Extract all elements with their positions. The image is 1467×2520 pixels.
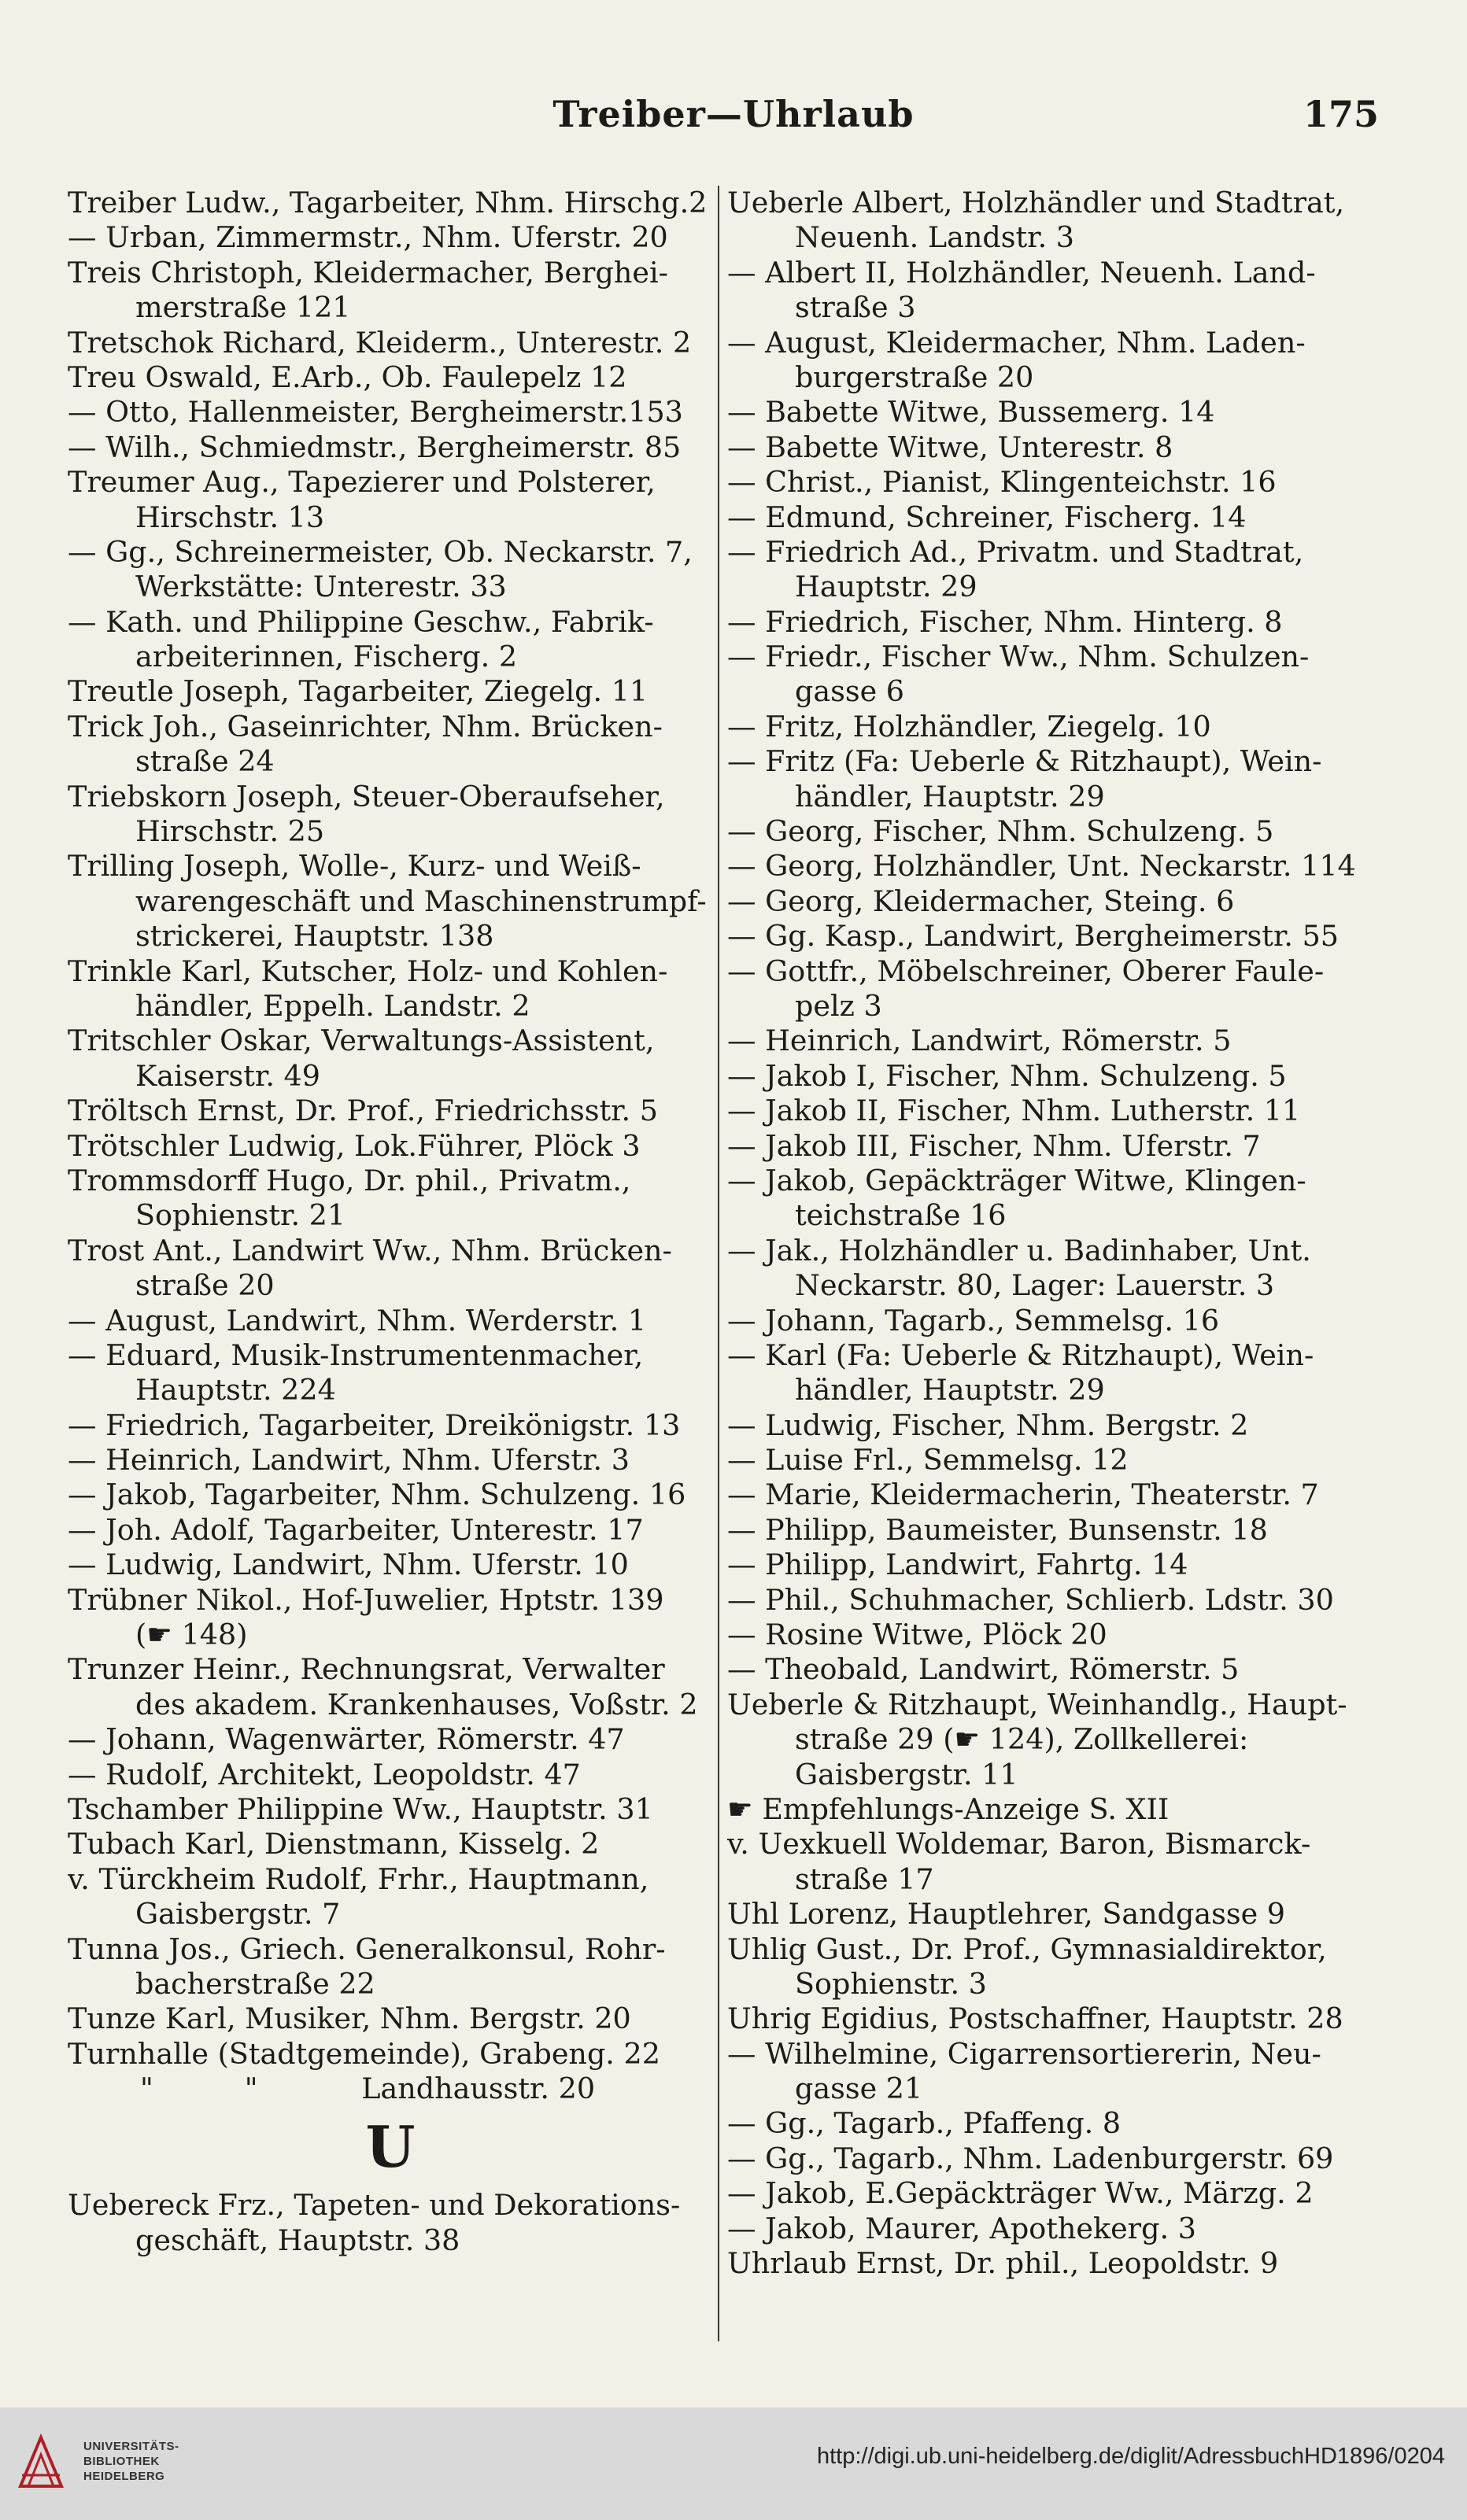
- entry-continuation-line: warengeschäft und Maschinenstrumpf-: [135, 884, 707, 918]
- entry-continuation-line: Neuenh. Landstr. 3: [795, 220, 1075, 255]
- directory-entry: [68, 1024, 713, 1094]
- left-column: [68, 186, 713, 2258]
- entry-line: Tunze Karl, Musiker, Nhm. Bergstr. 20: [68, 2002, 631, 2036]
- directory-entry: [727, 919, 1380, 954]
- entry-line: — Joh. Adolf, Tagarbeiter, Unterestr. 17: [68, 1512, 644, 1547]
- entry-line: — Gottfr., Möbelschreiner, Oberer Faule-: [727, 954, 1325, 988]
- entry-line: — Jak., Holzhändler u. Badinhaber, Unt.: [727, 1233, 1311, 1267]
- entry-continuation-line: (☛ 148): [135, 1618, 248, 1652]
- directory-entry: [68, 1862, 713, 1932]
- entry-line: Turnhalle (Stadtgemeinde), Grabeng. 22: [68, 2036, 660, 2071]
- entry-line: Trommsdorff Hugo, Dr. phil., Privatm.,: [68, 1163, 631, 1197]
- entry-line: Tubach Karl, Dienstmann, Kisselg. 2: [68, 1827, 600, 1861]
- directory-entry: [68, 360, 713, 395]
- directory-entry: [68, 465, 713, 535]
- entry-line: — Ludwig, Fischer, Nhm. Bergstr. 2: [727, 1408, 1249, 1442]
- directory-entry: [727, 1618, 1380, 1652]
- directory-entry: [68, 1338, 713, 1408]
- directory-entry: [68, 535, 713, 605]
- directory-entry: [68, 326, 713, 360]
- directory-entry: [68, 1722, 713, 1757]
- entry-continuation-line: Hauptstr. 29: [795, 570, 977, 604]
- directory-entry: [68, 1443, 713, 1478]
- entry-line: — Jakob, Maurer, Apothekerg. 3: [727, 2211, 1196, 2245]
- entry-line: — Eduard, Musik-Instrumentenmacher,: [68, 1337, 644, 1372]
- entry-line: Tunna Jos., Griech. Generalkonsul, Rohr-: [68, 1932, 666, 1966]
- directory-entry: [68, 2002, 713, 2036]
- directory-entry: [727, 1024, 1380, 1058]
- directory-entry: [727, 1408, 1380, 1443]
- directory-entry: [727, 814, 1380, 849]
- directory-entry: [727, 954, 1380, 1024]
- directory-entry: [727, 1129, 1380, 1164]
- entry-continuation-line: merstraße 121: [135, 290, 351, 325]
- directory-entry: [727, 640, 1380, 710]
- entry-line: Uhlig Gust., Dr. Prof., Gymnasialdirektor,: [727, 1932, 1327, 1966]
- directory-entry: [68, 1129, 713, 1164]
- entry-line: — Johann, Wagenwärter, Römerstr. 47: [68, 1722, 625, 1757]
- directory-entry: [727, 395, 1380, 430]
- right-entry-list: [727, 186, 1380, 2281]
- directory-entry: [68, 1932, 713, 2002]
- entry-continuation-line: Hauptstr. 224: [135, 1373, 336, 1408]
- entry-line: Treumer Aug., Tapezierer und Polsterer,: [68, 465, 656, 500]
- entry-continuation-line: händler, Hauptstr. 29: [795, 1373, 1105, 1408]
- entry-line: Tritschler Oskar, Verwaltungs-Assistent,: [68, 1024, 655, 1058]
- entry-line: Uhrlaub Ernst, Dr. phil., Leopoldstr. 9: [727, 2246, 1279, 2281]
- directory-entry: [68, 849, 713, 954]
- entry-line: — Friedr., Fischer Ww., Nhm. Schulzen-: [727, 640, 1310, 674]
- entry-line: — Kath. und Philippine Geschw., Fabrik-: [68, 604, 654, 639]
- entry-line: — Johann, Tagarb., Semmelsg. 16: [727, 1303, 1220, 1337]
- entry-line: Treis Christoph, Kleidermacher, Berghei-: [68, 255, 668, 290]
- directory-entry: [68, 1164, 713, 1234]
- entry-line: — Georg, Kleidermacher, Steing. 6: [727, 884, 1235, 918]
- entry-line: — Ludwig, Landwirt, Nhm. Uferstr. 10: [68, 1548, 629, 1582]
- entry-line: — Philipp, Landwirt, Fahrtg. 14: [727, 1548, 1188, 1582]
- entry-line: Treiber Ludw., Tagarbeiter, Nhm. Hirschg.2: [68, 186, 708, 220]
- entry-continuation-line: geschäft, Hauptstr. 38: [135, 2223, 460, 2257]
- directory-entry: [68, 1478, 713, 1512]
- directory-entry: [68, 1548, 713, 1582]
- entry-line: — Gg. Kasp., Landwirt, Bergheimerstr. 55: [727, 919, 1340, 954]
- entry-line: Trinkle Karl, Kutscher, Holz- und Kohlen-: [68, 954, 668, 988]
- directory-entry: [68, 1583, 713, 1653]
- directory-entry: [68, 710, 713, 780]
- directory-entry: [68, 1827, 713, 1861]
- entry-line: Trick Joh., Gaseinrichter, Nhm. Brücken-: [68, 709, 663, 743]
- library-name-line: HEIDELBERG: [83, 2470, 165, 2483]
- directory-entry: [727, 1513, 1380, 1548]
- running-title: Treiber—Uhrlaub: [552, 93, 915, 135]
- entry-continuation-line: straße 3: [795, 290, 916, 325]
- footer-bar: [0, 2407, 1467, 2520]
- entry-line: Uebereck Frz., Tapeten- und Dekorations-: [68, 2188, 681, 2223]
- directory-entry: [727, 2106, 1380, 2141]
- directory-entry: [68, 1408, 713, 1443]
- entry-line: — Wilhelmine, Cigarrensortiererin, Neu-: [727, 2036, 1321, 2071]
- directory-entry: [727, 1094, 1380, 1128]
- entry-continuation-line: teichstraße 16: [795, 1198, 1007, 1233]
- directory-entry: [68, 430, 713, 465]
- directory-entry: [727, 1234, 1380, 1304]
- directory-entry: [68, 674, 713, 709]
- entry-line: Ueberle & Ritzhaupt, Weinhandlg., Haupt-: [727, 1687, 1347, 1721]
- entry-continuation-line: straße 29 (☛ 124), Zollkellerei:: [795, 1722, 1249, 1757]
- entry-line: — Babette Witwe, Unterestr. 8: [727, 430, 1173, 464]
- entry-line: — Heinrich, Landwirt, Nhm. Uferstr. 3: [68, 1443, 630, 1478]
- library-name-line: BIBLIOTHEK: [83, 2455, 160, 2468]
- entry-line: — Georg, Fischer, Nhm. Schulzeng. 5: [727, 814, 1274, 849]
- entry-line: Trilling Joseph, Wolle-, Kurz- und Weiß-: [68, 849, 641, 884]
- directory-entry: [727, 2002, 1380, 2036]
- entry-continuation-line: straße 20: [135, 1268, 275, 1303]
- entry-line: — Marie, Kleidermacherin, Theaterstr. 7: [727, 1478, 1319, 1512]
- entry-continuation-line: straße 17: [795, 1861, 934, 1896]
- directory-entry: [727, 1304, 1380, 1338]
- entry-line: — Albert II, Holzhändler, Neuenh. Land-: [727, 255, 1316, 290]
- library-name-line: UNIVERSITÄTS-: [83, 2440, 179, 2453]
- entry-continuation-line: straße 24: [135, 744, 275, 779]
- directory-entry: [68, 605, 713, 675]
- directory-entry: [727, 1478, 1380, 1512]
- page-number: 175: [1303, 93, 1379, 135]
- directory-entry: [727, 2142, 1380, 2176]
- entry-continuation-line: arbeiterinnen, Fischerg. 2: [135, 640, 518, 674]
- entry-line: — August, Kleidermacher, Nhm. Laden-: [727, 325, 1306, 360]
- entry-line: — Fritz, Holzhändler, Ziegelg. 10: [727, 709, 1211, 743]
- directory-entry: [68, 1758, 713, 1792]
- entry-line: — Friedrich, Fischer, Nhm. Hinterg. 8: [727, 604, 1283, 639]
- directory-entry: [727, 2176, 1380, 2211]
- source-url-link[interactable]: http://digi.ub.uni-heidelberg.de/diglit/AdressbuchHD1896/0204: [816, 2444, 1445, 2469]
- entry-continuation-line: Hirschstr. 13: [135, 500, 325, 534]
- entry-line: — Jakob II, Fischer, Nhm. Lutherstr. 11: [727, 1094, 1301, 1128]
- entry-line: — Gg., Schreinermeister, Ob. Neckarstr. 7,: [68, 534, 693, 569]
- left-after-letter-list: [68, 2188, 713, 2258]
- directory-entry: [727, 884, 1380, 919]
- entry-line: Treu Oswald, E.Arb., Ob. Faulepelz 12: [68, 360, 627, 394]
- entry-continuation-line: pelz 3: [795, 988, 882, 1023]
- entry-continuation-line: burgerstraße 20: [795, 360, 1034, 394]
- entry-continuation-line: Sophienstr. 21: [135, 1198, 346, 1233]
- entry-line: — Jakob, Gepäckträger Witwe, Klingen-: [727, 1163, 1306, 1197]
- entry-line: — Rudolf, Architekt, Leopoldstr. 47: [68, 1757, 581, 1791]
- entry-continuation-line: Gaisbergstr. 7: [135, 1897, 341, 1932]
- entry-line: — Georg, Holzhändler, Unt. Neckarstr. 114: [727, 849, 1356, 884]
- directory-entry: [727, 1164, 1380, 1234]
- entry-line: — Rosine Witwe, Plöck 20: [727, 1618, 1107, 1652]
- entry-line: ☛ Empfehlungs-Anzeige S. XII: [727, 1791, 1170, 1826]
- directory-entry: [727, 2246, 1380, 2281]
- entry-line: — Heinrich, Landwirt, Römerstr. 5: [727, 1024, 1232, 1058]
- entry-line: Tschamber Philippine Ww., Hauptstr. 31: [68, 1791, 653, 1826]
- entry-continuation-line: Kaiserstr. 49: [135, 1058, 320, 1093]
- directory-entry: [727, 1652, 1380, 1687]
- entry-line: — Jakob III, Fischer, Nhm. Uferstr. 7: [727, 1128, 1261, 1163]
- directory-entry: [68, 1792, 713, 1827]
- entry-line: — Otto, Hallenmeister, Bergheimerstr.153: [68, 395, 683, 430]
- entry-continuation-line: gasse 21: [795, 2072, 923, 2106]
- library-logo-icon: [14, 2431, 68, 2494]
- entry-line: — Babette Witwe, Bussemerg. 14: [727, 395, 1215, 430]
- directory-entry: [727, 1338, 1380, 1408]
- entry-line: — Fritz (Fa: Ueberle & Ritzhaupt), Wein-: [727, 744, 1322, 779]
- directory-entry: [68, 1513, 713, 1548]
- entry-continuation-line: Neckarstr. 80, Lager: Lauerstr. 3: [795, 1268, 1275, 1303]
- directory-entry: [727, 849, 1380, 884]
- directory-entry: [727, 710, 1380, 744]
- entry-line: — Jakob, Tagarbeiter, Nhm. Schulzeng. 16: [68, 1478, 686, 1512]
- directory-entry: [727, 605, 1380, 640]
- directory-entry: [727, 326, 1380, 396]
- directory-entry: [727, 256, 1380, 326]
- directory-entry: [68, 1304, 713, 1338]
- entry-line: Trost Ant., Landwirt Ww., Nhm. Brücken-: [68, 1233, 672, 1267]
- directory-entry: [727, 744, 1380, 814]
- entry-continuation-line: händler, Eppelh. Landstr. 2: [135, 988, 530, 1023]
- directory-entry: [727, 1827, 1380, 1897]
- entry-line: Tröltsch Ernst, Dr. Prof., Friedrichsstr. 5: [68, 1094, 658, 1128]
- directory-entry: [727, 1443, 1380, 1478]
- entry-line: — Phil., Schuhmacher, Schlierb. Ldstr. 30: [727, 1582, 1334, 1617]
- entry-line: Trunzer Heinr., Rechnungsrat, Verwalter: [68, 1652, 665, 1687]
- directory-entry: [727, 2037, 1380, 2107]
- entry-continuation-line: gasse 6: [795, 674, 905, 709]
- entry-line: — Wilh., Schmiedmstr., Bergheimerstr. 85: [68, 430, 682, 464]
- entry-continuation-line: Hirschstr. 25: [135, 814, 325, 849]
- entry-line: — August, Landwirt, Nhm. Werderstr. 1: [68, 1303, 647, 1337]
- directory-entry: [727, 2212, 1380, 2246]
- ditto-line: [68, 2072, 713, 2106]
- directory-entry: [727, 1897, 1380, 1932]
- entry-line: — Karl (Fa: Ueberle & Ritzhaupt), Wein-: [727, 1337, 1314, 1372]
- entry-line: — Philipp, Baumeister, Bunsenstr. 18: [727, 1512, 1268, 1547]
- entry-continuation-line: des akadem. Krankenhauses, Voßstr. 2: [135, 1687, 698, 1721]
- entry-line: — Edmund, Schreiner, Fischerg. 14: [727, 500, 1247, 534]
- entry-line: — Christ., Pianist, Klingenteichstr. 16: [727, 465, 1277, 500]
- directory-entry: [727, 1688, 1380, 1792]
- entry-continuation-line: händler, Hauptstr. 29: [795, 779, 1105, 814]
- directory-entry: [727, 1932, 1380, 2002]
- column-divider: [718, 186, 719, 2341]
- entry-line: Trötschler Ludwig, Lok.Führer, Plöck 3: [68, 1128, 641, 1163]
- ditto-text: Landhausstr. 20: [361, 2072, 596, 2106]
- directory-entry: [68, 1234, 713, 1304]
- directory-entry: [727, 535, 1380, 605]
- entry-line: Uhrig Egidius, Postschaffner, Hauptstr. 28: [727, 2002, 1343, 2036]
- directory-entry: [68, 1652, 713, 1722]
- left-entry-list: [68, 186, 713, 2072]
- ditto-marks: " ": [140, 2072, 258, 2106]
- directory-entry: [727, 430, 1380, 465]
- entry-line: — Urban, Zimmermstr., Nhm. Uferstr. 20: [68, 220, 668, 255]
- entry-line: — Gg., Tagarb., Nhm. Ladenburgerstr. 69: [727, 2141, 1334, 2175]
- directory-entry: [68, 2037, 713, 2072]
- directory-entry: [727, 1548, 1380, 1582]
- entry-line: Uhl Lorenz, Hauptlehrer, Sandgasse 9: [727, 1897, 1286, 1932]
- directory-entry: [68, 395, 713, 430]
- entry-line: Triebskorn Joseph, Steuer-Oberaufseher,: [68, 779, 665, 814]
- entry-line: Treutle Joseph, Tagarbeiter, Ziegelg. 11: [68, 674, 649, 709]
- directory-entry: [68, 220, 713, 255]
- entry-continuation-line: strickerei, Hauptstr. 138: [135, 919, 494, 954]
- directory-entry: [68, 2188, 713, 2258]
- directory-entry: [68, 780, 713, 850]
- section-letter: U: [365, 2113, 416, 2181]
- directory-entry: [68, 186, 713, 220]
- directory-entry: [727, 186, 1380, 256]
- directory-entry: [68, 954, 713, 1024]
- entry-line: — Jakob I, Fischer, Nhm. Schulzeng. 5: [727, 1058, 1287, 1093]
- directory-entry: [727, 465, 1380, 500]
- entry-line: Trübner Nikol., Hof-Juwelier, Hptstr. 139: [68, 1582, 664, 1617]
- entry-line: v. Türckheim Rudolf, Frhr., Hauptmann,: [68, 1861, 649, 1896]
- entry-continuation-line: Gaisbergstr. 11: [795, 1757, 1018, 1791]
- entry-continuation-line: Werkstätte: Unterestr. 33: [135, 570, 507, 604]
- entry-line: — Theobald, Landwirt, Römerstr. 5: [727, 1652, 1240, 1687]
- directory-entry: [727, 1059, 1380, 1094]
- directory-entry: [68, 1094, 713, 1128]
- entry-line: Ueberle Albert, Holzhändler und Stadtrat,: [727, 186, 1345, 220]
- entry-line: v. Uexkuell Woldemar, Baron, Bismarck-: [727, 1827, 1311, 1861]
- entry-line: — Jakob, E.Gepäckträger Ww., Märzg. 2: [727, 2176, 1314, 2211]
- entry-continuation-line: bacherstraße 22: [135, 1966, 375, 2001]
- directory-entry: [727, 500, 1380, 535]
- library-name: [83, 2439, 179, 2484]
- directory-entry: [68, 256, 713, 326]
- entry-line: — Luise Frl., Semmelsg. 12: [727, 1443, 1129, 1478]
- entry-line: — Gg., Tagarb., Pfaffeng. 8: [727, 2106, 1121, 2141]
- entry-continuation-line: Sophienstr. 3: [795, 1966, 987, 2001]
- entry-line: — Friedrich, Tagarbeiter, Dreikönigstr. 13: [68, 1408, 681, 1442]
- right-column: [727, 186, 1380, 2281]
- entry-line: — Friedrich Ad., Privatm. und Stadtrat,: [727, 534, 1304, 569]
- directory-entry: [727, 1583, 1380, 1618]
- entry-line: Tretschok Richard, Kleiderm., Unterestr. 2: [68, 325, 692, 360]
- directory-entry: [727, 1792, 1380, 1827]
